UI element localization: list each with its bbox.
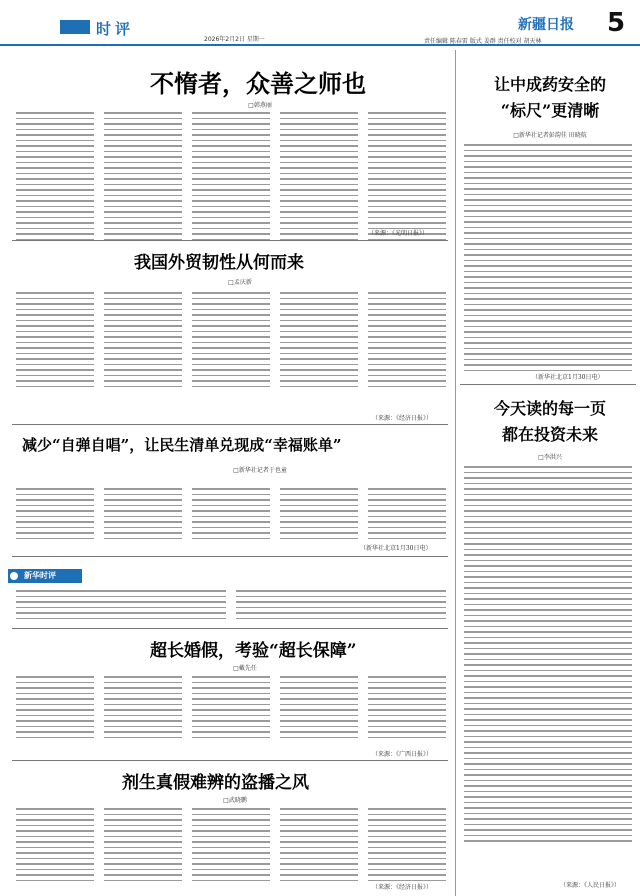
xinhua-commentary-tag: 新华时评 xyxy=(8,569,82,583)
editor-credits: 责任编辑 陈春雷 版式 姜群 责任校对 胡天林 xyxy=(424,38,542,45)
article-divider xyxy=(12,424,448,425)
article-title: 减少“自弹自唱”，让民生清单兑现成“幸福账单” xyxy=(22,436,342,454)
sidebar-source: （新华社北京1月30日电） xyxy=(532,374,604,381)
article-source: （来源：《光明日报》） xyxy=(368,230,429,237)
sidebar-title-line1: 让中成药安全的 xyxy=(493,75,606,94)
publication-date: 2026年2月2日 星期一 xyxy=(204,36,265,43)
article-body xyxy=(16,488,446,539)
article-source: （新华社北京1月30日电） xyxy=(360,545,432,552)
tag-icon xyxy=(10,572,18,580)
article-byline: □戴先任 xyxy=(233,665,257,672)
page-number: 5 xyxy=(607,8,626,38)
sidebar-body xyxy=(464,144,632,371)
article-body xyxy=(16,676,446,738)
sidebar-title-line2: “标尺”更清晰 xyxy=(500,101,600,120)
article-divider xyxy=(12,760,448,761)
sidebar-byline: □李洪兴 xyxy=(538,454,562,461)
article-divider xyxy=(12,556,448,557)
article-source: （来源：《广西日报》） xyxy=(372,751,433,758)
sidebar-source: （来源：《人民日报》） xyxy=(560,882,621,889)
article-divider xyxy=(12,628,448,629)
sidebar-title-line1: 今天读的每一页 xyxy=(493,399,606,418)
article-byline: □新华社记者于也童 xyxy=(233,467,287,474)
article-byline: □韩燕丽 xyxy=(248,102,272,109)
article-body xyxy=(16,808,446,881)
article-source: （来源：《经济日报》） xyxy=(372,884,433,891)
article-title: 剂生真假难辨的盗播之风 xyxy=(122,773,309,793)
sidebar-body xyxy=(464,466,632,842)
column-divider xyxy=(455,50,456,896)
article-body xyxy=(16,292,446,387)
sidebar-byline: □新华社记者彭韵佳 田晓航 xyxy=(513,132,587,139)
section-bar xyxy=(60,20,90,34)
sidebar-title-line2: 都在投资未来 xyxy=(501,425,598,444)
article-title: 我国外贸韧性从何而来 xyxy=(134,253,304,273)
section-label: 时评 xyxy=(96,20,135,38)
article-body xyxy=(16,112,446,240)
article-byline: □孟庆新 xyxy=(228,279,252,286)
page-header xyxy=(0,0,640,46)
article-divider xyxy=(12,240,448,241)
article-byline: □武晓鹏 xyxy=(223,797,247,804)
masthead: 新疆日报 xyxy=(518,17,574,33)
article-title: 超长婚假，考验“超长保障” xyxy=(150,641,357,661)
article-body xyxy=(16,590,446,619)
article-source: （来源：《经济日报》） xyxy=(372,415,433,422)
sidebar-divider xyxy=(460,384,636,385)
article-title: 不惰者，众善之师也 xyxy=(150,69,366,98)
